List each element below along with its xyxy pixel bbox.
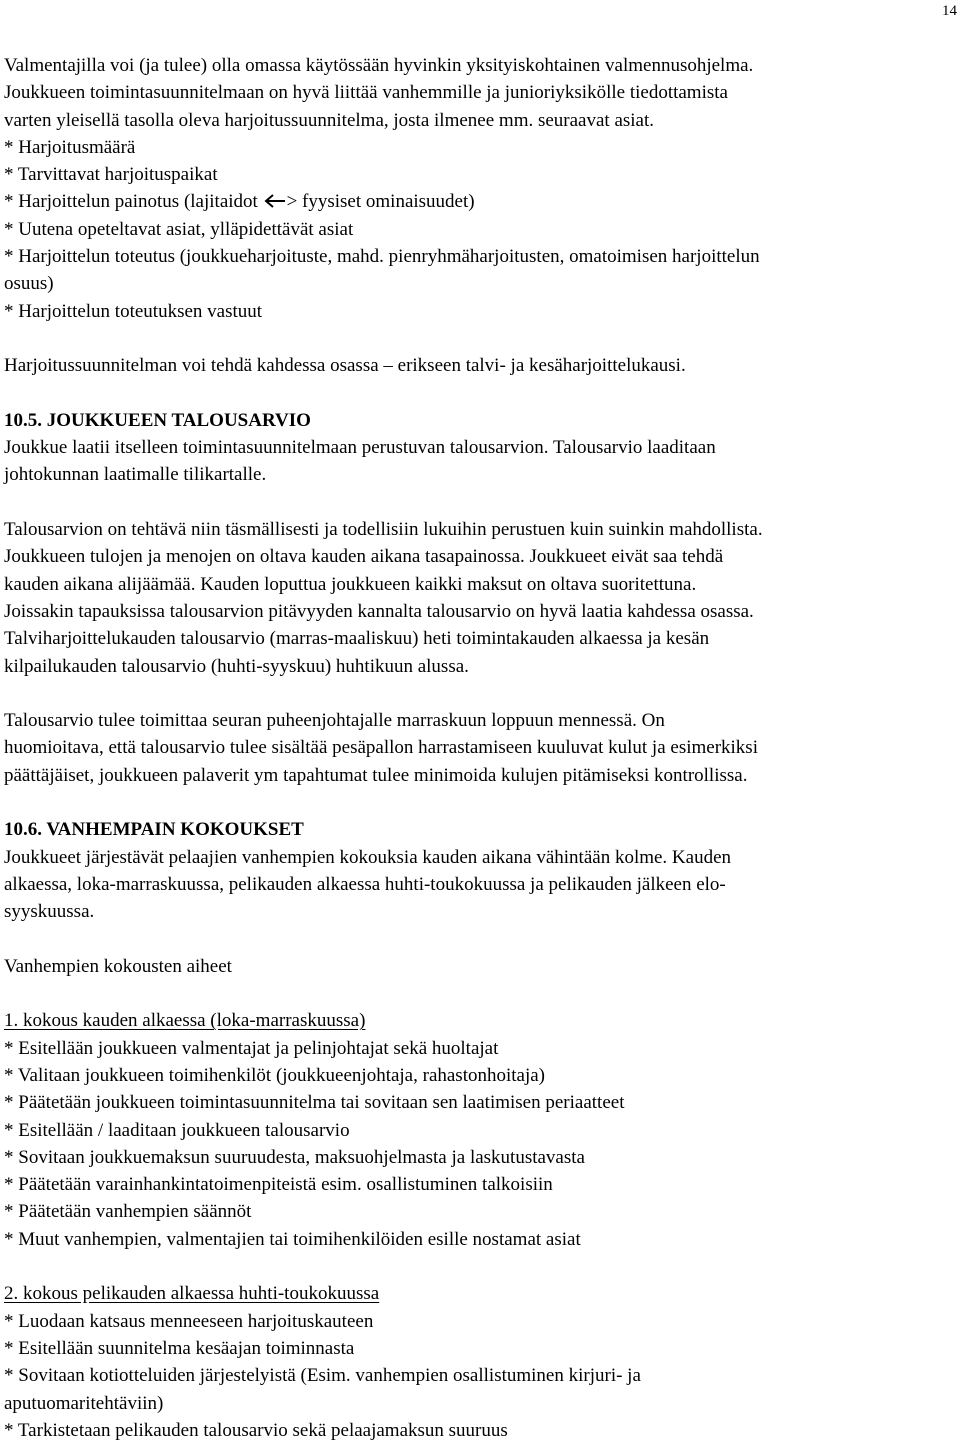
list-item: * Muut vanhempien, valmentajien tai toimihenkilöiden esille nostamat asiat xyxy=(4,1228,581,1250)
budget-paragraph xyxy=(4,516,954,680)
text-line: Harjoitussuunnitelman voi tehdä kahdessa osassa – erikseen talvi- ja kesäharjoittelukausi. xyxy=(4,355,686,377)
text-line: alkaessa, loka-marraskuussa, pelikauden alkaessa huhti-toukokuussa ja pelikauden jälkeen elo- xyxy=(4,873,726,895)
list-item-text: * Harjoittelun painotus (lajitaidot xyxy=(4,191,263,213)
meeting-2-block xyxy=(4,1280,954,1444)
list-item: aputuomaritehtäviin) xyxy=(4,1392,164,1414)
text-line: Joukkueet järjestävät pelaajien vanhempien kokouksia kauden aikana vähintään kolme. Kauden xyxy=(4,846,732,868)
text-line: Joissakin tapauksissa talousarvion pitävyyden kannalta talousarvio on hyvä laatia kahdessa osassa. xyxy=(4,600,754,622)
list-item: * Päätetään joukkueen toimintasuunnitelma tai sovitaan sen laatimisen periaatteet xyxy=(4,1092,625,1114)
list-item: * Esitellään / laaditaan joukkueen talousarvio xyxy=(4,1119,350,1141)
text-line: johtokunnan laatimalle tilikartalle. xyxy=(4,464,267,486)
list-item: * Uutena opeteltavat asiat, ylläpidettävät asiat xyxy=(4,218,354,240)
text-line: päättäjäiset, joukkueen palaverit ym tapahtumat tulee minimoida kulujen pitämiseksi kontrollissa. xyxy=(4,764,748,786)
list-item: * Esitellään suunnitelma kesäajan toiminnasta xyxy=(4,1337,355,1359)
training-plan-list xyxy=(4,134,954,325)
text-line: Talviharjoittelukauden talousarvio (marras-maaliskuu) heti toimintakauden alkaessa ja kesän xyxy=(4,628,710,650)
list-item: * Luodaan katsaus menneeseen harjoituskauteen xyxy=(4,1310,374,1332)
list-item xyxy=(4,188,954,215)
list-item: * Sovitaan joukkuemaksun suuruudesta, maksuohjelmasta ja laskutustavasta xyxy=(4,1146,585,1168)
list-item: osuus) xyxy=(4,273,54,295)
meetings-paragraph xyxy=(4,844,954,926)
meeting-title: 2. kokous pelikauden alkaessa huhti-toukokuussa xyxy=(4,1283,380,1305)
list-item: * Tarvittavat harjoituspaikat xyxy=(4,164,218,186)
list-item: * Tarkistetaan pelikauden talousarvio sekä pelaajamaksun suuruus xyxy=(4,1419,508,1441)
text-line: huomioitava, että talousarvio tulee sisältää pesäpallon harrastamiseen kuuluvat kulut ja esimerkiksi xyxy=(4,737,758,759)
list-item-text: > fyysiset ominaisuudet) xyxy=(286,191,475,213)
list-item: * Harjoittelun toteutus (joukkueharjoituste, mahd. pienryhmäharjoitusten, omatoimisen harjoittelun xyxy=(4,246,760,268)
text-line: Talousarvio tulee toimittaa seuran puheenjohtajalle marraskuun loppuun mennessä. On xyxy=(4,710,665,732)
list-item: * Harjoittelun toteutuksen vastuut xyxy=(4,300,263,322)
text-line: varten yleisellä tasolla oleva harjoitussuunnitelma, josta ilmenee mm. seuraavat asiat. xyxy=(4,109,655,131)
text-line: Joukkueen tulojen ja menojen on oltava kauden aikana tasapainossa. Joukkueet eivät saa tehdä xyxy=(4,546,724,568)
text-line: syyskuussa. xyxy=(4,901,95,923)
section-heading: 10.5. JOUKKUEEN TALOUSARVIO xyxy=(4,409,311,431)
text-line: Valmentajilla voi (ja tulee) olla omassa käytössään hyvinkin yksityiskohtainen valmennusohjelma. xyxy=(4,55,754,76)
page-number: 14 xyxy=(942,3,957,19)
left-arrow-icon xyxy=(263,188,287,215)
list-item: * Esitellään joukkueen valmentajat ja pelinjohtajat sekä huoltajat xyxy=(4,1037,499,1059)
list-item: * Päätetään varainhankintatoimenpiteistä esim. osallistuminen talkoisiin xyxy=(4,1174,553,1196)
list-item: * Päätetään vanhempien säännöt xyxy=(4,1201,252,1223)
meeting-1-block xyxy=(4,1007,954,1253)
text-line: Joukkue laatii itselleen toimintasuunnitelmaan perustuvan talousarvion. Talousarvio laaditaan xyxy=(4,437,716,459)
text-line: kauden aikana alijäämää. Kauden loputtua joukkueen kaikki maksut on oltava suoritettuna. xyxy=(4,573,697,595)
list-item: * Harjoitusmäärä xyxy=(4,136,136,158)
list-item: * Sovitaan kotiotteluiden järjestelyistä (Esim. vanhempien osallistuminen kirjuri- ja xyxy=(4,1365,641,1387)
list-item: * Valitaan joukkueen toimihenkilöt (joukkueenjohtaja, rahastonhoitaja) xyxy=(4,1064,546,1086)
budget-paragraph xyxy=(4,707,954,789)
document-body xyxy=(4,52,954,1444)
budget-paragraph xyxy=(4,434,954,489)
meeting-title: 1. kokous kauden alkaessa (loka-marraskuussa) xyxy=(4,1010,366,1032)
topics-label: Vanhempien kokousten aiheet xyxy=(4,955,232,977)
section-heading: 10.6. VANHEMPAIN KOKOUKSET xyxy=(4,819,304,841)
text-line: kilpailukauden talousarvio (huhti-syyskuu) huhtikuun alussa. xyxy=(4,655,469,677)
intro-paragraph xyxy=(4,52,954,134)
text-line: Talousarvion on tehtävä niin täsmällisesti ja todellisiin lukuihin perustuen kuin suinkin mahdollista. xyxy=(4,519,763,541)
text-line: Joukkueen toimintasuunnitelmaan on hyvä liittää vanhemmille ja junioriyksikölle tiedottamista xyxy=(4,82,728,104)
